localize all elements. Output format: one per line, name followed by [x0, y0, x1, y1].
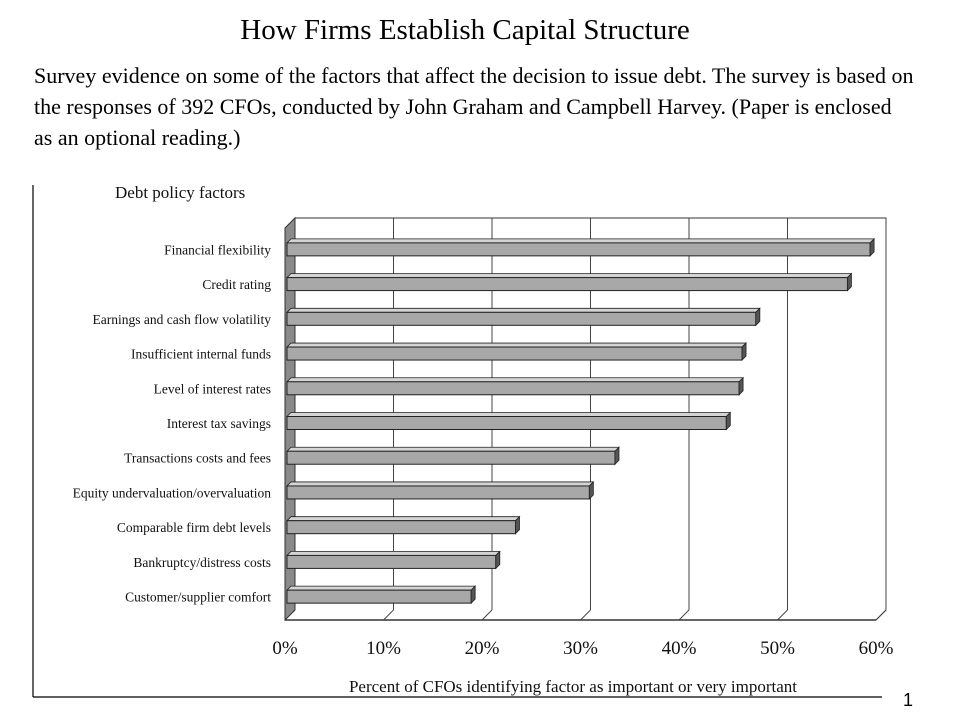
- category-label: Transactions costs and fees: [124, 450, 271, 466]
- bar: [287, 486, 589, 499]
- category-label: Level of interest rates: [153, 381, 271, 397]
- x-tick-label: 0%: [272, 638, 298, 659]
- slide-title: How Firms Establish Capital Structure: [240, 14, 690, 46]
- gridline-floor: [384, 610, 394, 620]
- bar-top: [287, 239, 874, 243]
- bar: [287, 521, 515, 534]
- chart-title: Debt policy factors: [115, 183, 246, 202]
- category-label: Credit rating: [202, 277, 271, 293]
- bar-layer: [287, 239, 874, 603]
- gridline-floor: [778, 610, 788, 620]
- bar-top: [287, 517, 519, 521]
- category-label: Comparable firm debt levels: [116, 520, 271, 536]
- category-label: Equity undervaluation/overvaluation: [72, 485, 271, 501]
- bar: [287, 382, 739, 395]
- bar: [287, 555, 496, 568]
- gridline-floor: [679, 610, 689, 620]
- category-label: Bankruptcy/distress costs: [133, 554, 271, 570]
- bar: [287, 347, 742, 360]
- category-label: Interest tax savings: [166, 416, 271, 431]
- gridline-floor: [581, 610, 591, 620]
- bar: [287, 312, 756, 325]
- bar-top: [287, 482, 593, 486]
- gridline-floor: [482, 610, 492, 620]
- bar-top: [287, 308, 760, 312]
- category-label: Financial flexibility: [164, 242, 271, 258]
- x-tick-label: 40%: [661, 638, 697, 659]
- bar-top: [287, 551, 500, 555]
- page-number: 1: [903, 690, 914, 710]
- bar-top: [287, 378, 743, 382]
- x-tick-label: 30%: [563, 638, 598, 659]
- bar-top: [287, 586, 475, 590]
- x-tick-label: 60%: [858, 638, 894, 659]
- x-tick-label: 50%: [760, 638, 795, 659]
- category-label: Insufficient internal funds: [131, 346, 271, 362]
- bar: [287, 417, 726, 430]
- bar-top: [287, 274, 851, 278]
- bar: [287, 278, 847, 291]
- bar-top: [287, 343, 746, 347]
- bar-top: [287, 447, 619, 451]
- category-label: Earnings and cash flow volatility: [92, 311, 271, 327]
- gridline-floor: [876, 610, 886, 620]
- bar-top: [287, 413, 730, 417]
- bar: [287, 451, 615, 464]
- slide-description: Survey evidence on some of the factors that affect the decision to issue debt. The survey is based on the responses of 392 CFOs, conducted by John Graham and Campbell Harvey. (Paper is enclosed as an optional reading.): [34, 63, 914, 150]
- category-label: Customer/supplier comfort: [125, 589, 271, 605]
- x-tick-label: 10%: [366, 638, 401, 659]
- bar: [287, 590, 471, 603]
- x-axis-title: Percent of CFOs identifying factor as important or very important: [348, 677, 798, 696]
- x-tick-label: 20%: [464, 638, 500, 659]
- bar: [287, 243, 870, 256]
